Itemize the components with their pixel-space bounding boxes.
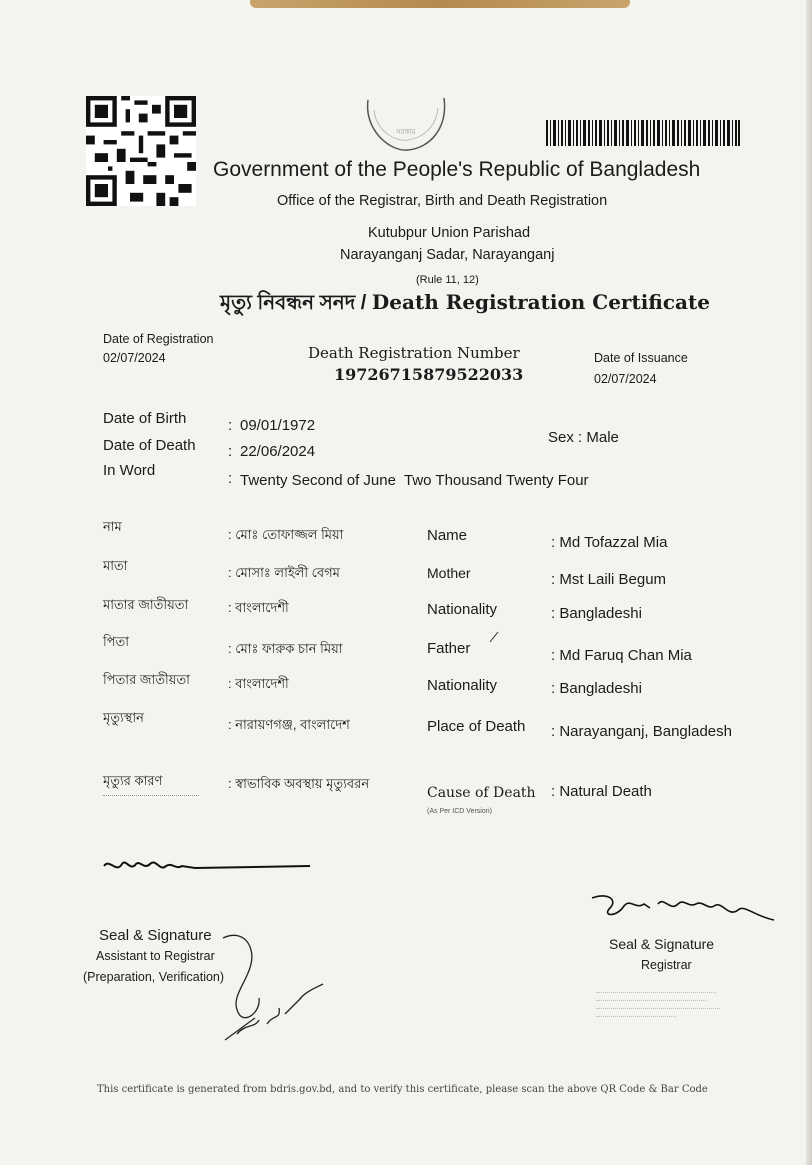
place-value: : Narayanganj, Bangladesh [551,723,732,740]
cause-value: : Natural Death [551,783,652,800]
certificate-title-en: Death Registration Certificate [371,290,710,314]
mother-nationality-bn-value: : বাংলাদেশী [228,600,289,615]
father-nationality-bn-label: পিতার জাতীয়তা [103,672,190,687]
assistant-signature-icon [100,852,315,882]
government-seal-icon [360,90,450,156]
cause-bn-value: : স্বাভাবিক অবস্থায় মৃত্যুবরন [228,776,370,791]
right-seal-role: Registrar [641,958,692,972]
cause-bn-note-line [103,795,199,800]
title-separator: / [355,292,372,314]
office-heading: Office of the Registrar, Birth and Death Registration [277,193,608,209]
handwritten-date-mark-icon [215,928,335,1048]
birth-date-colon: : [228,417,233,434]
name-bn-value: : মোঃ তোফাজ্জল মিয়া [228,527,344,542]
death-date-value: 22/06/2024 [240,443,316,460]
location-heading: Narayanganj Sadar, Narayanganj [340,247,555,263]
sex-value: Male [586,429,619,446]
mother-nationality-bn-label: মাতার জাতীয়তা [103,597,189,612]
place-label: Place of Death [427,718,526,735]
svg-text:সরকার: সরকার [396,128,416,136]
left-seal-sub: (Preparation, Verification) [83,970,225,984]
registration-number-label: Death Registration Number [308,344,520,362]
registration-date-label: Date of Registration [103,332,214,346]
mother-label: Mother [427,565,471,581]
government-heading: Government of the People's Republic of Bangladesh [213,158,701,181]
mother-nationality-label: Nationality [427,601,498,618]
mother-nationality-value: : Bangladeshi [551,605,642,622]
registration-date-value: 02/07/2024 [103,351,166,365]
qr-code-icon [86,96,196,206]
birth-date-value: 09/01/1972 [240,417,316,434]
mother-bn-value: : মোসাঃ লাইলী বেগম [228,565,340,580]
place-bn-label: মৃত্যুস্থান [103,710,144,725]
name-label: Name [427,527,468,544]
mother-value: : Mst Laili Begum [551,571,667,588]
death-date-colon: : [228,443,233,460]
death-date-label: Date of Death [103,437,196,454]
name-value: : Md Tofazzal Mia [551,534,668,551]
certificate-title-bn: মৃত্যু নিবন্ধন সনদ [220,292,356,314]
mother-bn-label: মাতা [103,558,128,573]
sex-field: Sex : Male [548,429,619,446]
issuance-date-value: 02/07/2024 [594,372,657,386]
father-bn-value: : মোঃ ফারুক চান মিয়া [228,641,343,656]
name-bn-label: নাম [103,519,122,534]
issuance-date-label: Date of Issuance [594,351,688,365]
in-word-colon: : [228,470,233,487]
certificate-title [220,288,710,321]
father-value: : Md Faruq Chan Mia [551,647,692,664]
father-nationality-value: : Bangladeshi [551,680,642,697]
pen-mark-icon [488,630,500,644]
paper-top-edge [250,0,630,8]
left-seal-role: Assistant to Registrar [96,949,215,963]
in-word-label: In Word [103,462,156,479]
registrar-signature-icon [588,890,778,926]
registration-number-value: 19726715879522033 [334,365,524,384]
birth-date-label: Date of Birth [103,410,187,427]
sex-label: Sex [548,429,574,446]
right-seal-title: Seal & Signature [609,936,715,952]
father-bn-label: পিতা [103,634,130,649]
cause-label: Cause of Death [427,785,536,801]
barcode-icon [546,120,740,146]
in-word-value: Twenty Second of June Two Thousand Twenty Four [240,472,589,489]
registrar-faint-stamp [596,986,726,1032]
left-seal-title: Seal & Signature [99,927,212,944]
paper-right-edge [806,0,812,1165]
rule-text: (Rule 11, 12) [416,274,479,286]
cause-note: (As Per ICD Version) [427,808,492,815]
father-nationality-label: Nationality [427,677,498,694]
father-nationality-bn-value: : বাংলাদেশী [228,676,289,691]
footer-verification-text: This certificate is generated from bdris.gov.bd, and to verify this certificate, please scan the above QR Code & Bar Code [97,1084,708,1095]
place-bn-value: : নারায়ণগঞ্জ, বাংলাদেশ [228,717,350,732]
father-label: Father [427,640,471,657]
union-heading: Kutubpur Union Parishad [368,225,531,241]
cause-bn-label: মৃত্যুর কারণ [103,773,163,788]
